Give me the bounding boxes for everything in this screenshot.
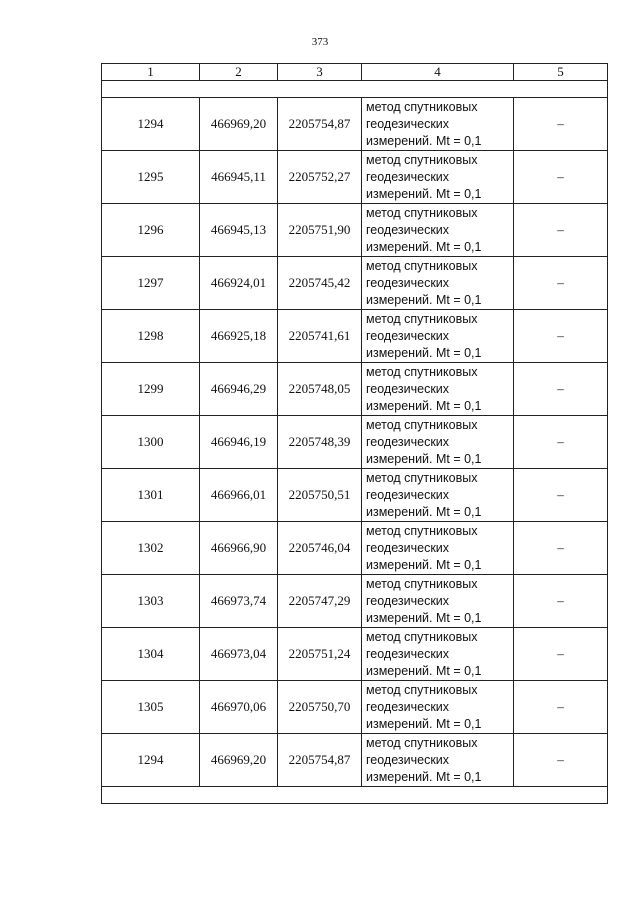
method-cell: [362, 628, 514, 681]
method-line: геодезических: [366, 487, 450, 502]
method-line: измерений. Mt = 0,1: [366, 769, 482, 784]
method-cell: [362, 522, 514, 575]
x-coordinate-cell: 466969,20: [200, 98, 278, 151]
table-row: [102, 416, 608, 469]
method-line: измерений. Mt = 0,1: [366, 663, 482, 678]
table-row: [102, 522, 608, 575]
table-row: [102, 98, 608, 151]
column-header: 2: [200, 64, 278, 81]
table-row: [102, 257, 608, 310]
table-row: [102, 151, 608, 204]
x-coordinate-cell: 466945,11: [200, 151, 278, 204]
y-coordinate-cell: 2205754,87: [278, 734, 362, 787]
x-coordinate-cell: 466973,74: [200, 575, 278, 628]
x-coordinate-cell: 466946,29: [200, 363, 278, 416]
y-coordinate-cell: 2205748,05: [278, 363, 362, 416]
method-line: геодезических: [366, 328, 450, 343]
note-cell: –: [514, 681, 608, 734]
note-cell: –: [514, 98, 608, 151]
column-header: 4: [362, 64, 514, 81]
x-coordinate-cell: 466973,04: [200, 628, 278, 681]
method-cell: [362, 98, 514, 151]
note-cell: –: [514, 257, 608, 310]
method-line: геодезических: [366, 275, 450, 290]
method-cell: [362, 416, 514, 469]
method-line: метод спутниковых: [366, 682, 478, 697]
y-coordinate-cell: 2205747,29: [278, 575, 362, 628]
method-line: геодезических: [366, 646, 450, 661]
y-coordinate-cell: 2205750,70: [278, 681, 362, 734]
method-line: измерений. Mt = 0,1: [366, 451, 482, 466]
point-number-cell: 1304: [102, 628, 200, 681]
method-cell: [362, 575, 514, 628]
x-coordinate-cell: 466945,13: [200, 204, 278, 257]
empty-cell: [102, 81, 608, 98]
method-line: геодезических: [366, 381, 450, 396]
method-line: геодезических: [366, 752, 450, 767]
note-cell: –: [514, 628, 608, 681]
method-line: геодезических: [366, 116, 450, 131]
x-coordinate-cell: 466969,20: [200, 734, 278, 787]
method-cell: [362, 310, 514, 363]
method-line: метод спутниковых: [366, 364, 478, 379]
method-line: измерений. Mt = 0,1: [366, 239, 482, 254]
method-line: геодезических: [366, 540, 450, 555]
note-cell: –: [514, 204, 608, 257]
x-coordinate-cell: 466925,18: [200, 310, 278, 363]
method-line: измерений. Mt = 0,1: [366, 557, 482, 572]
table-row: [102, 469, 608, 522]
method-cell: [362, 204, 514, 257]
point-number-cell: 1302: [102, 522, 200, 575]
point-number-cell: 1298: [102, 310, 200, 363]
column-header: 5: [514, 64, 608, 81]
method-line: измерений. Mt = 0,1: [366, 345, 482, 360]
point-number-cell: 1301: [102, 469, 200, 522]
y-coordinate-cell: 2205748,39: [278, 416, 362, 469]
note-cell: –: [514, 151, 608, 204]
method-cell: [362, 257, 514, 310]
point-number-cell: 1296: [102, 204, 200, 257]
section-spacer-row: [102, 787, 608, 804]
x-coordinate-cell: 466970,06: [200, 681, 278, 734]
note-cell: –: [514, 469, 608, 522]
method-line: геодезических: [366, 169, 450, 184]
x-coordinate-cell: 466966,90: [200, 522, 278, 575]
method-line: геодезических: [366, 434, 450, 449]
point-number-cell: 1299: [102, 363, 200, 416]
method-line: метод спутниковых: [366, 523, 478, 538]
y-coordinate-cell: 2205752,27: [278, 151, 362, 204]
point-number-cell: 1303: [102, 575, 200, 628]
method-line: геодезических: [366, 222, 450, 237]
method-cell: [362, 681, 514, 734]
point-number-cell: 1294: [102, 734, 200, 787]
note-cell: –: [514, 575, 608, 628]
note-cell: –: [514, 522, 608, 575]
method-line: измерений. Mt = 0,1: [366, 716, 482, 731]
method-line: метод спутниковых: [366, 576, 478, 591]
method-line: метод спутниковых: [366, 470, 478, 485]
method-line: метод спутниковых: [366, 417, 478, 432]
method-line: измерений. Mt = 0,1: [366, 133, 482, 148]
table-row: [102, 734, 608, 787]
method-cell: [362, 151, 514, 204]
method-line: метод спутниковых: [366, 205, 478, 220]
note-cell: –: [514, 363, 608, 416]
y-coordinate-cell: 2205746,04: [278, 522, 362, 575]
method-line: измерений. Mt = 0,1: [366, 398, 482, 413]
method-line: метод спутниковых: [366, 629, 478, 644]
table-row: [102, 363, 608, 416]
method-line: метод спутниковых: [366, 152, 478, 167]
method-line: метод спутниковых: [366, 735, 478, 750]
x-coordinate-cell: 466924,01: [200, 257, 278, 310]
method-cell: [362, 734, 514, 787]
point-number-cell: 1297: [102, 257, 200, 310]
table-header-row: [102, 64, 608, 81]
method-line: метод спутниковых: [366, 99, 478, 114]
note-cell: –: [514, 310, 608, 363]
method-line: метод спутниковых: [366, 258, 478, 273]
table-row: [102, 628, 608, 681]
x-coordinate-cell: 466946,19: [200, 416, 278, 469]
method-line: измерений. Mt = 0,1: [366, 186, 482, 201]
point-number-cell: 1294: [102, 98, 200, 151]
y-coordinate-cell: 2205751,90: [278, 204, 362, 257]
y-coordinate-cell: 2205741,61: [278, 310, 362, 363]
note-cell: –: [514, 416, 608, 469]
point-number-cell: 1300: [102, 416, 200, 469]
method-line: измерений. Mt = 0,1: [366, 292, 482, 307]
empty-cell: [102, 787, 608, 804]
method-line: измерений. Mt = 0,1: [366, 504, 482, 519]
table-row: [102, 575, 608, 628]
coordinates-table: [101, 63, 608, 804]
table-row: [102, 681, 608, 734]
method-line: геодезических: [366, 699, 450, 714]
y-coordinate-cell: 2205751,24: [278, 628, 362, 681]
table-row: [102, 310, 608, 363]
method-line: измерений. Mt = 0,1: [366, 610, 482, 625]
method-line: геодезических: [366, 593, 450, 608]
note-cell: –: [514, 734, 608, 787]
point-number-cell: 1295: [102, 151, 200, 204]
table-row: [102, 204, 608, 257]
method-line: метод спутниковых: [366, 311, 478, 326]
point-number-cell: 1305: [102, 681, 200, 734]
x-coordinate-cell: 466966,01: [200, 469, 278, 522]
method-cell: [362, 469, 514, 522]
column-header: 1: [102, 64, 200, 81]
y-coordinate-cell: 2205750,51: [278, 469, 362, 522]
page-number: 373: [311, 36, 329, 48]
section-spacer-row: [102, 81, 608, 98]
column-header: 3: [278, 64, 362, 81]
method-cell: [362, 363, 514, 416]
y-coordinate-cell: 2205754,87: [278, 98, 362, 151]
y-coordinate-cell: 2205745,42: [278, 257, 362, 310]
